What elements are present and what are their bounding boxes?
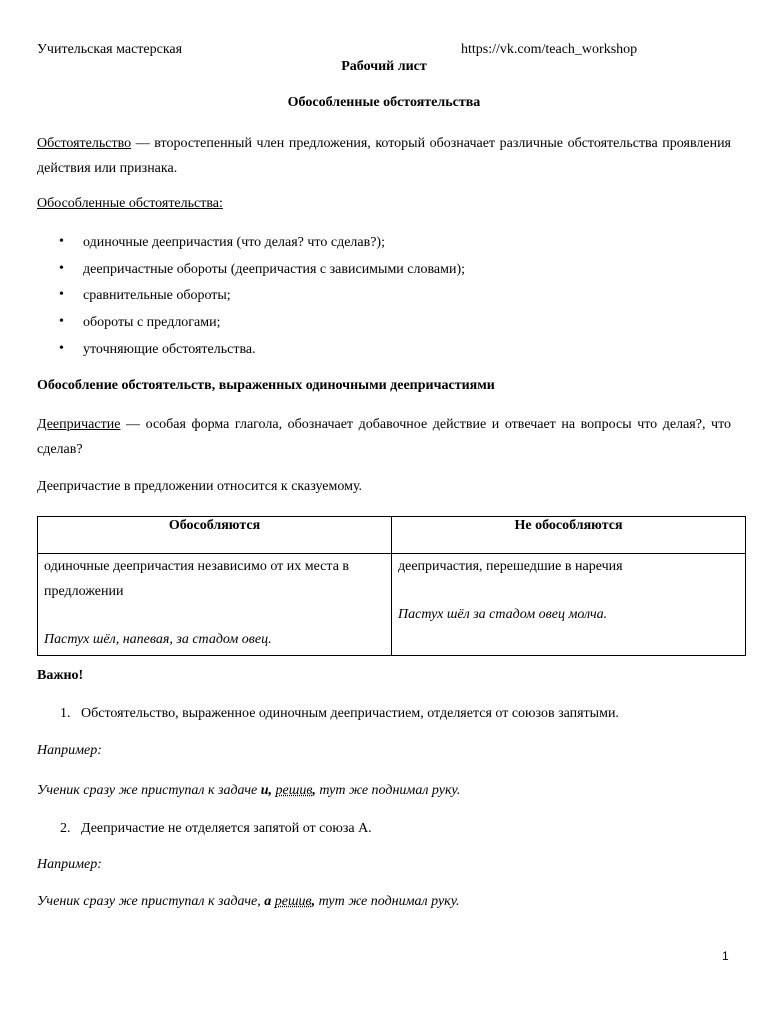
list-item: • уточняющие обстоятельства.: [83, 342, 256, 358]
definition-text: — второстепенный член предложения, который обозначает различные обстоятельства проявления действия или признака.: [37, 136, 731, 176]
example-1: [37, 783, 460, 799]
participle-note: Деепричастие в предложении относится к сказуемому.: [37, 479, 363, 494]
rule-2-number: 2.: [60, 821, 71, 836]
example-2-post: тут же поднимал руку.: [315, 894, 460, 909]
table-right-example: Пастух шёл за стадом овец молча.: [398, 607, 608, 622]
example-1-comma: ,: [312, 783, 316, 798]
list-item: • обороты с предлогами;: [83, 315, 221, 331]
example-1-pre: Ученик сразу же приступал к задаче: [37, 783, 261, 798]
header-url[interactable]: https://vk.com/teach_workshop: [461, 42, 638, 57]
definition-term: Обстоятельство: [37, 136, 132, 151]
list-item: • деепричастные обороты (деепричастия с зависимыми словами);: [83, 262, 465, 278]
table-header-isolated: Обособляются: [38, 517, 392, 554]
definition-paragraph: [37, 131, 731, 181]
table-cell-right: [392, 554, 746, 656]
rule-1-text: Обстоятельство, выраженное одиночным деепричастием, отделяется от союзов запятыми.: [81, 706, 619, 721]
table-left-text: одиночные деепричастия независимо от их места в предложении: [44, 559, 350, 599]
rule-2: [60, 821, 372, 837]
important-label: Важно!: [37, 668, 84, 683]
example-label-1: Например:: [37, 743, 102, 758]
rule-1-number: 1.: [60, 706, 71, 721]
table-right-text: деепричастия, перешедшие в наречия: [398, 559, 623, 574]
page-number: 1: [722, 949, 729, 963]
example-2-comma: ,: [311, 894, 316, 909]
example-2-conj: а: [264, 894, 272, 909]
example-2: [37, 894, 460, 910]
types-heading: Обособленные обстоятельства:: [37, 196, 223, 211]
header-left: Учительская мастерская: [37, 42, 183, 57]
rule-2-text: Деепричастие не отделяется запятой от союза А.: [81, 821, 372, 836]
example-2-pre: Ученик сразу же приступал к задаче,: [37, 894, 265, 909]
example-1-conj: и,: [260, 783, 273, 798]
example-1-word: решив: [275, 783, 313, 798]
participle-definition: [37, 412, 731, 462]
example-label-2: Например:: [37, 857, 102, 872]
page-title: Рабочий лист: [341, 59, 427, 74]
table-left-example: Пастух шёл, напевая, за стадом овец.: [44, 632, 272, 647]
participle-term: Деепричастие: [37, 417, 121, 432]
list-item: • сравнительные обороты;: [83, 288, 231, 304]
rule-1: [60, 706, 619, 722]
list-item: • одиночные деепричастия (что делая? что сделав?);: [83, 235, 385, 251]
page-subtitle: Обособленные обстоятельства: [287, 95, 481, 110]
section-heading: Обособление обстоятельств, выраженных одиночными деепричастиями: [37, 378, 495, 393]
example-2-word: решив: [274, 894, 312, 909]
table-cell-left: [38, 554, 392, 656]
example-1-post: тут же поднимал руку.: [315, 783, 461, 798]
participle-text: — особая форма глагола, обозначает добавочное действие и отвечает на вопросы что делая?, что сделав?: [37, 417, 731, 457]
table-header-not-isolated: Не обособляются: [392, 517, 746, 554]
rules-table: [37, 516, 746, 656]
